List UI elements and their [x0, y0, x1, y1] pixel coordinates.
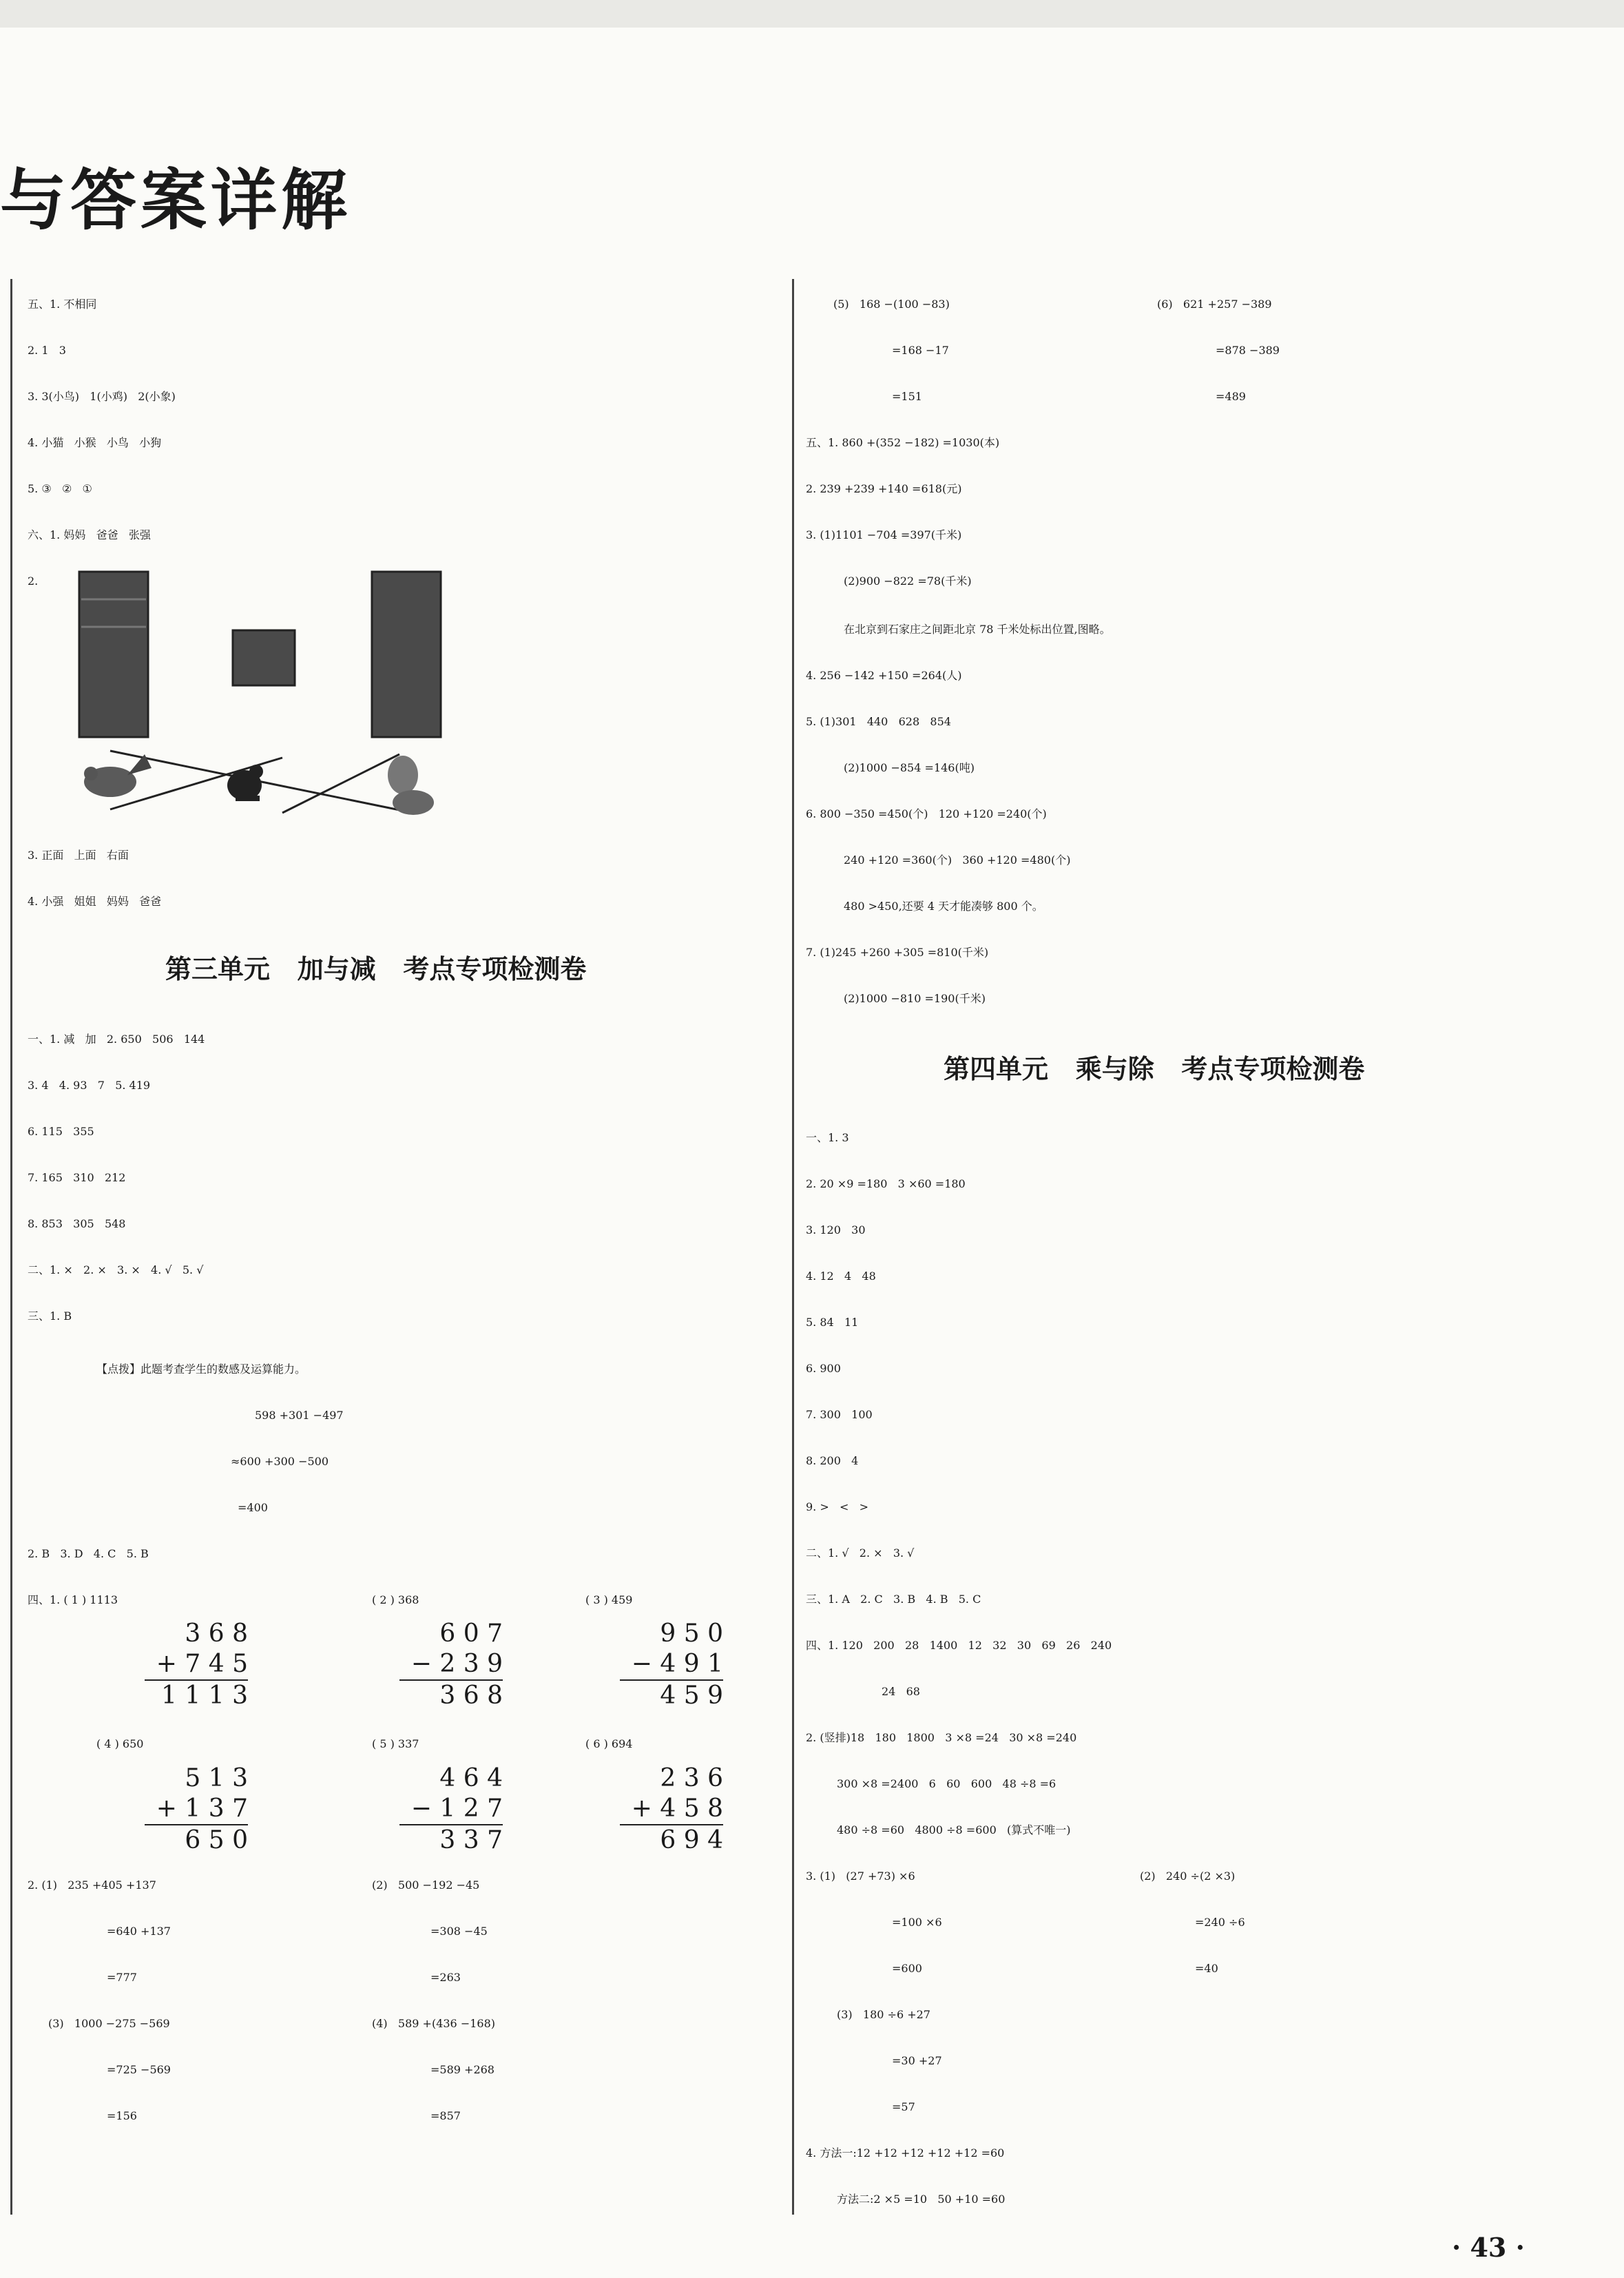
answer-line: 2. 20 ×9 =180 3 ×60 =180 [806, 1177, 966, 1190]
answer-line: (2)1000 −854 =146(吨) [844, 761, 975, 774]
calc-line: =100 ×6 [892, 1916, 942, 1929]
left-margin-rule [10, 279, 12, 2215]
calc-line: =168 −17 [892, 344, 949, 357]
answer-line: 四、1. ( 1 ) 1113 [28, 1593, 118, 1606]
answer-line: 3. (1)1101 −704 =397(千米) [806, 528, 962, 541]
answer-line: 5. 84 11 [806, 1316, 859, 1329]
answer-line: (3) 180 ÷6 +27 [837, 2008, 930, 2021]
answer-line: (4) 589 +(436 −168) [372, 2017, 496, 2030]
answer-line: 6. 115 355 [28, 1125, 94, 1138]
calc-line: 598 +301 −497 [255, 1409, 344, 1422]
answer-line: 24 68 [882, 1685, 920, 1698]
answer-line: 5. ③ ② ① [28, 482, 92, 495]
answer-line: 三、1. B [28, 1309, 72, 1323]
hint-line: 【点拨】此题考查学生的数感及运算能力。 [96, 1363, 306, 1376]
calc-line: =308 −45 [430, 1925, 488, 1938]
answer-line: 一、1. 3 [806, 1131, 849, 1144]
answer-line: 4. 12 4 48 [806, 1270, 876, 1283]
small-box [233, 630, 295, 685]
answer-line: 2. B 3. D 4. C 5. B [28, 1547, 149, 1560]
vertical-calc: 9 5 0 − 4 9 1 4 5 9 [620, 1619, 723, 1711]
answer-line: 2. (竖排)18 180 1800 3 ×8 =24 30 ×8 =240 [806, 1731, 1077, 1744]
calc-line: =600 [892, 1962, 922, 1975]
section-heading: 第四单元 乘与除 考点专项检测卷 [944, 1054, 1365, 1084]
dog-icon [388, 756, 434, 815]
answer-line: 3. 120 30 [806, 1223, 866, 1236]
answer-line: 四、1. 120 200 28 1400 12 32 30 69 26 240 [806, 1639, 1112, 1652]
calc-line: =30 +27 [892, 2054, 942, 2067]
answer-line: 8. 853 305 548 [28, 1217, 126, 1230]
calc-line: =156 [107, 2109, 137, 2122]
answer-line: 6. 900 [806, 1362, 841, 1375]
answer-line: ( 2 ) 368 [372, 1593, 419, 1606]
vertical-calc: 2 3 6 + 4 5 8 6 9 4 [620, 1763, 723, 1856]
calc-line: =589 +268 [430, 2063, 495, 2076]
answer-line: 2. [28, 574, 39, 588]
answer-line: 4. 小猫 小猴 小鸟 小狗 [28, 436, 162, 449]
calc-line: =240 ÷6 [1195, 1916, 1245, 1929]
vertical-calc: 5 1 3 + 1 3 7 6 5 0 [145, 1763, 248, 1856]
column-divider [792, 279, 794, 2215]
page-number: · 43 · [1452, 2232, 1525, 2263]
answer-line: 六、1. 妈妈 爸爸 张强 [28, 528, 151, 541]
answer-line: 2. (1) 235 +405 +137 [28, 1878, 156, 1892]
scan-top-band [0, 0, 1624, 28]
answer-line: 6. 800 −350 =450(个) 120 +120 =240(个) [806, 807, 1047, 820]
answer-line: (2) 240 ÷(2 ×3) [1140, 1870, 1236, 1883]
answer-line: 3. (1) (27 +73) ×6 [806, 1870, 915, 1883]
answer-line: 2. 1 3 [28, 344, 66, 357]
answer-line: 三、1. A 2. C 3. B 4. B 5. C [806, 1593, 981, 1606]
vertical-calc: 3 6 8 + 7 4 5 1 1 1 3 [145, 1619, 248, 1711]
page-title: 与答案详解 [0, 162, 351, 239]
calc-line: =263 [430, 1971, 461, 1984]
answer-line: 二、1. × 2. × 3. × 4. √ 5. √ [28, 1263, 204, 1276]
answer-line: 480 ÷8 =60 4800 ÷8 =600 (算式不唯一) [837, 1823, 1071, 1836]
matching-figure [55, 568, 455, 833]
calc-line: =857 [430, 2109, 461, 2122]
answer-line: 7. 165 310 212 [28, 1171, 126, 1184]
answer-line: 4. 方法一:12 +12 +12 +12 +12 =60 [806, 2146, 1005, 2160]
answer-line: ( 3 ) 459 [585, 1593, 633, 1606]
answer-line: (3) 1000 −275 −569 [48, 2017, 170, 2030]
answer-line: 3. 3(小鸟) 1(小鸡) 2(小象) [28, 390, 176, 403]
answer-line: (2) 500 −192 −45 [372, 1878, 480, 1892]
answer-line: 9. > < > [806, 1500, 869, 1513]
answer-line: 3. 4 4. 93 7 5. 419 [28, 1079, 151, 1092]
calc-line: =725 −569 [107, 2063, 171, 2076]
answer-line: 7. 300 100 [806, 1408, 873, 1421]
calc-line: =640 +137 [107, 1925, 171, 1938]
answer-line: 5. (1)301 440 628 854 [806, 715, 951, 728]
answer-line: (2)1000 −810 =190(千米) [844, 992, 986, 1005]
answer-line: 480 >450,还要 4 天才能凑够 800 个。 [844, 900, 1043, 913]
answer-line: (6) 621 +257 −389 [1157, 298, 1272, 311]
answer-line: ( 6 ) 694 [585, 1737, 633, 1750]
calc-line: =878 −389 [1216, 344, 1280, 357]
answer-line: (5) 168 −(100 −83) [833, 298, 950, 311]
answer-line: 8. 200 4 [806, 1454, 859, 1467]
calc-line: =40 [1195, 1962, 1218, 1975]
rooster-icon [84, 754, 152, 797]
calc-line: =151 [892, 390, 922, 403]
answer-line: 3. 正面 上面 右面 [28, 849, 129, 862]
calc-line: =489 [1216, 390, 1246, 403]
tall-box-left [79, 572, 148, 737]
answer-line: ( 4 ) 650 [96, 1737, 144, 1750]
answer-line: 在北京到石家庄之间距北京 78 千米处标出位置,图略。 [844, 623, 1111, 636]
answer-line: 方法二:2 ×5 =10 50 +10 =60 [837, 2193, 1006, 2206]
tall-box-right [372, 572, 441, 737]
mouse-icon [227, 765, 263, 801]
answer-line: (2)900 −822 =78(千米) [844, 574, 972, 588]
vertical-calc: 6 0 7 − 2 3 9 3 6 8 [399, 1619, 503, 1711]
section-heading: 第三单元 加与减 考点专项检测卷 [165, 954, 587, 984]
answer-line: 300 ×8 =2400 6 60 600 48 ÷8 =6 [837, 1777, 1056, 1790]
answer-line: 2. 239 +239 +140 =618(元) [806, 482, 962, 495]
answer-line: 240 +120 =360(个) 360 +120 =480(个) [844, 853, 1071, 867]
vertical-calc: 4 6 4 − 1 2 7 3 3 7 [399, 1763, 503, 1856]
answer-line: 7. (1)245 +260 +305 =810(千米) [806, 946, 989, 959]
answer-line: 4. 256 −142 +150 =264(人) [806, 669, 962, 682]
calc-line: =777 [107, 1971, 137, 1984]
calc-line: ≈600 +300 −500 [231, 1455, 329, 1468]
answer-line: 4. 小强 姐姐 妈妈 爸爸 [28, 895, 162, 908]
answer-line: 一、1. 减 加 2. 650 506 144 [28, 1033, 205, 1046]
answer-line: 五、1. 860 +(352 −182) =1030(本) [806, 436, 1000, 449]
calc-line: =57 [892, 2100, 915, 2113]
answer-line: ( 5 ) 337 [372, 1737, 419, 1750]
answer-line: 五、1. 不相同 [28, 298, 97, 311]
answer-line: 二、1. √ 2. × 3. √ [806, 1546, 915, 1560]
calc-line: =400 [238, 1501, 268, 1514]
